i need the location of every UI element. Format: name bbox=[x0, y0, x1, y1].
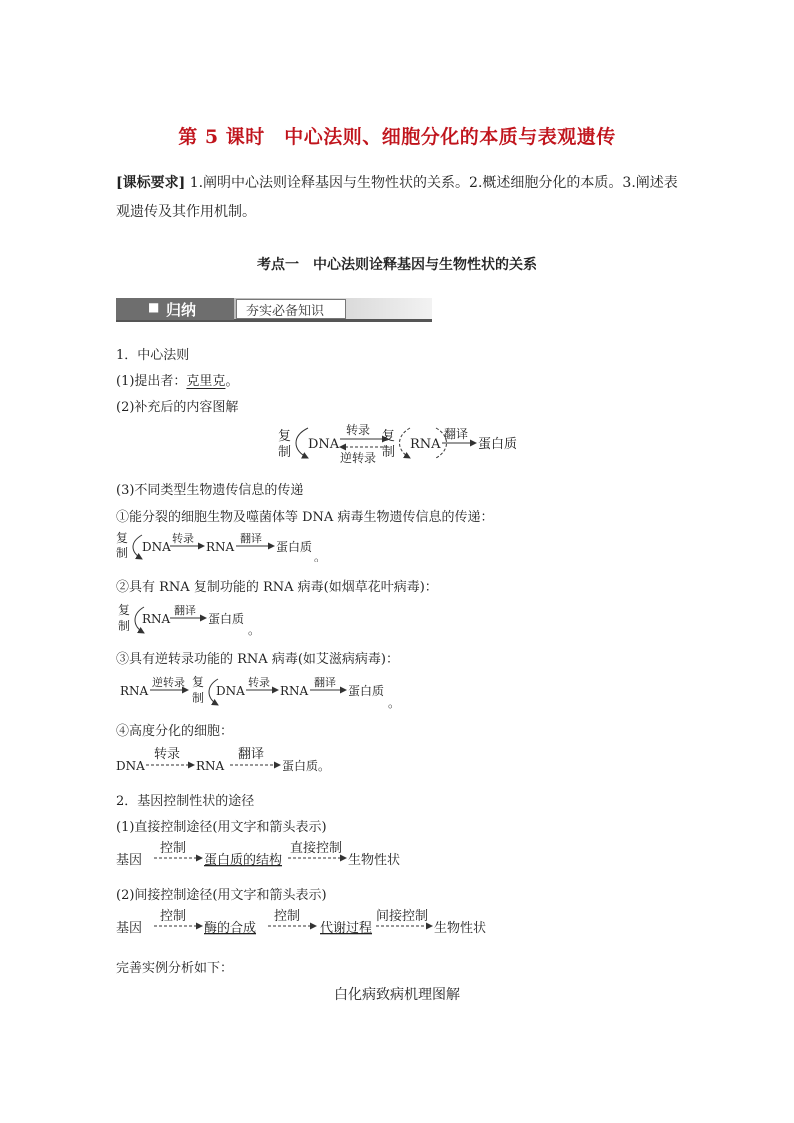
c2-rna: RNA bbox=[142, 612, 171, 626]
case-4-text: ④高度分化的细胞： bbox=[116, 724, 234, 739]
c1-translation-label: 翻译 bbox=[240, 532, 262, 545]
c2-rep-2: 制 bbox=[118, 619, 131, 633]
dna-node: DNA bbox=[308, 437, 340, 452]
c3-period: 。 bbox=[388, 696, 401, 710]
case-1-diagram bbox=[114, 528, 354, 562]
replication-label-3: 复 bbox=[382, 429, 396, 444]
protein-node: 蛋白质 bbox=[478, 437, 518, 452]
direct-control-label-2: 直接控制 bbox=[290, 841, 343, 856]
indirect-control-label-2: 控制 bbox=[274, 909, 301, 924]
c3-reverse-label: 逆转录 bbox=[152, 676, 185, 689]
indirect-enzyme: 酶的合成 bbox=[204, 921, 257, 936]
standard-tag: [课标要求] bbox=[116, 175, 186, 191]
replication-label-1: 复 bbox=[278, 429, 292, 444]
c3-dna: DNA bbox=[216, 684, 245, 698]
indirect-pathway-diagram bbox=[114, 906, 504, 940]
case-2-text: ②具有 RNA 复制功能的 RNA 病毒(如烟草花叶病毒)： bbox=[116, 580, 438, 595]
indirect-control-label-3: 间接控制 bbox=[376, 909, 429, 924]
c3-rep-2: 制 bbox=[192, 691, 205, 705]
standard-text-1: 1.阐明中心法则诠释基因与生物性状的关系。2.概述细胞分化的本质。3.阐述表 bbox=[189, 175, 678, 191]
c2-rep-1: 复 bbox=[118, 603, 131, 617]
s1-transfer-heading: (3)不同类型生物遗传信息的传递 bbox=[116, 483, 304, 498]
c4-dna: DNA bbox=[116, 759, 145, 773]
central-dogma-diagram bbox=[270, 418, 530, 468]
c3-rep-1: 复 bbox=[192, 675, 205, 689]
s1-proposer bbox=[116, 370, 238, 389]
c4-rna: RNA bbox=[196, 759, 225, 773]
summary-banner bbox=[116, 298, 432, 322]
s2-indirect-heading: (2)间接控制途径(用文字和箭头表示) bbox=[116, 888, 327, 903]
c3-protein: 蛋白质 bbox=[348, 684, 385, 698]
c2-period: 。 bbox=[248, 623, 261, 636]
section-title: 考点一 中心法则诠释基因与生物性状的关系 bbox=[257, 257, 537, 273]
c4-transcription-label: 转录 bbox=[154, 747, 181, 762]
c3-translation-label: 翻译 bbox=[314, 676, 336, 689]
s2-heading: 2．基因控制性状的途径 bbox=[116, 794, 255, 809]
c3-rna-2: RNA bbox=[280, 684, 309, 698]
indirect-gene: 基因 bbox=[116, 921, 143, 936]
c4-translation-label: 翻译 bbox=[238, 747, 265, 762]
c1-protein: 蛋白质 bbox=[276, 540, 313, 554]
transcription-label: 转录 bbox=[346, 423, 371, 437]
case-1-text: ①能分裂的细胞生物及噬菌体等 DNA 病毒生物遗传信息的传递： bbox=[116, 510, 494, 525]
proposer-prefix: (1)提出者： bbox=[116, 374, 187, 389]
c1-rep-2: 制 bbox=[116, 546, 129, 560]
s1-heading: 1．中心法则 bbox=[116, 348, 190, 363]
case-2-diagram bbox=[114, 600, 274, 636]
banner-label: 归纳 bbox=[166, 301, 197, 319]
proposer-end: 。 bbox=[225, 374, 239, 389]
standard-line-1 bbox=[116, 172, 678, 192]
proposer-answer: 克里克 bbox=[186, 374, 226, 389]
direct-control-label: 控制 bbox=[160, 841, 187, 856]
indirect-trait: 生物性状 bbox=[434, 921, 487, 936]
c1-rep-1: 复 bbox=[116, 531, 129, 545]
page-title: 第 5 课时 中心法则、细胞分化的本质与表观遗传 bbox=[178, 126, 616, 148]
indirect-metabolism: 代谢过程 bbox=[320, 921, 373, 936]
standard-line-2: 观遗传及其作用机制。 bbox=[116, 204, 256, 220]
banner-square-icon: ■ bbox=[148, 300, 160, 314]
direct-gene: 基因 bbox=[116, 853, 143, 868]
rna-node: RNA bbox=[410, 437, 441, 452]
c1-replication-arrow bbox=[133, 535, 142, 559]
c1-period: 。 bbox=[314, 550, 327, 562]
c2-translation-label: 翻译 bbox=[174, 604, 196, 617]
case-3-text: ③具有逆转录功能的 RNA 病毒(如艾滋病病毒)： bbox=[116, 652, 399, 667]
replication-label-4: 制 bbox=[382, 445, 396, 460]
c3-transcription-label: 转录 bbox=[248, 676, 270, 689]
c4-protein: 蛋白质。 bbox=[282, 759, 331, 773]
s1-diagram-heading: (2)补充后的内容图解 bbox=[116, 400, 239, 415]
direct-trait: 生物性状 bbox=[348, 853, 401, 868]
translation-label: 翻译 bbox=[444, 427, 469, 441]
reverse-transcription-label: 逆转录 bbox=[340, 451, 377, 465]
example-text: 完善实例分析如下： bbox=[116, 961, 234, 976]
banner-subtitle: 夯实必备知识 bbox=[246, 304, 325, 319]
figure-title: 白化病致病机理图解 bbox=[334, 987, 460, 1003]
c1-dna: DNA bbox=[142, 540, 171, 554]
s2-direct-heading: (1)直接控制途径(用文字和箭头表示) bbox=[116, 820, 327, 835]
indirect-control-label-1: 控制 bbox=[160, 909, 187, 924]
replication-label-2: 制 bbox=[278, 445, 292, 460]
c1-transcription-label: 转录 bbox=[172, 532, 194, 545]
dna-replication-arrow bbox=[296, 428, 308, 458]
rna-replication-arrow bbox=[400, 428, 411, 458]
direct-pathway-diagram bbox=[114, 838, 434, 872]
case-3-diagram bbox=[114, 672, 414, 710]
case-4-diagram bbox=[114, 742, 354, 776]
c3-rna-1: RNA bbox=[120, 684, 149, 698]
c2-protein: 蛋白质 bbox=[208, 612, 245, 626]
c1-rna: RNA bbox=[206, 540, 235, 554]
direct-protein-structure: 蛋白质的结构 bbox=[204, 853, 283, 868]
